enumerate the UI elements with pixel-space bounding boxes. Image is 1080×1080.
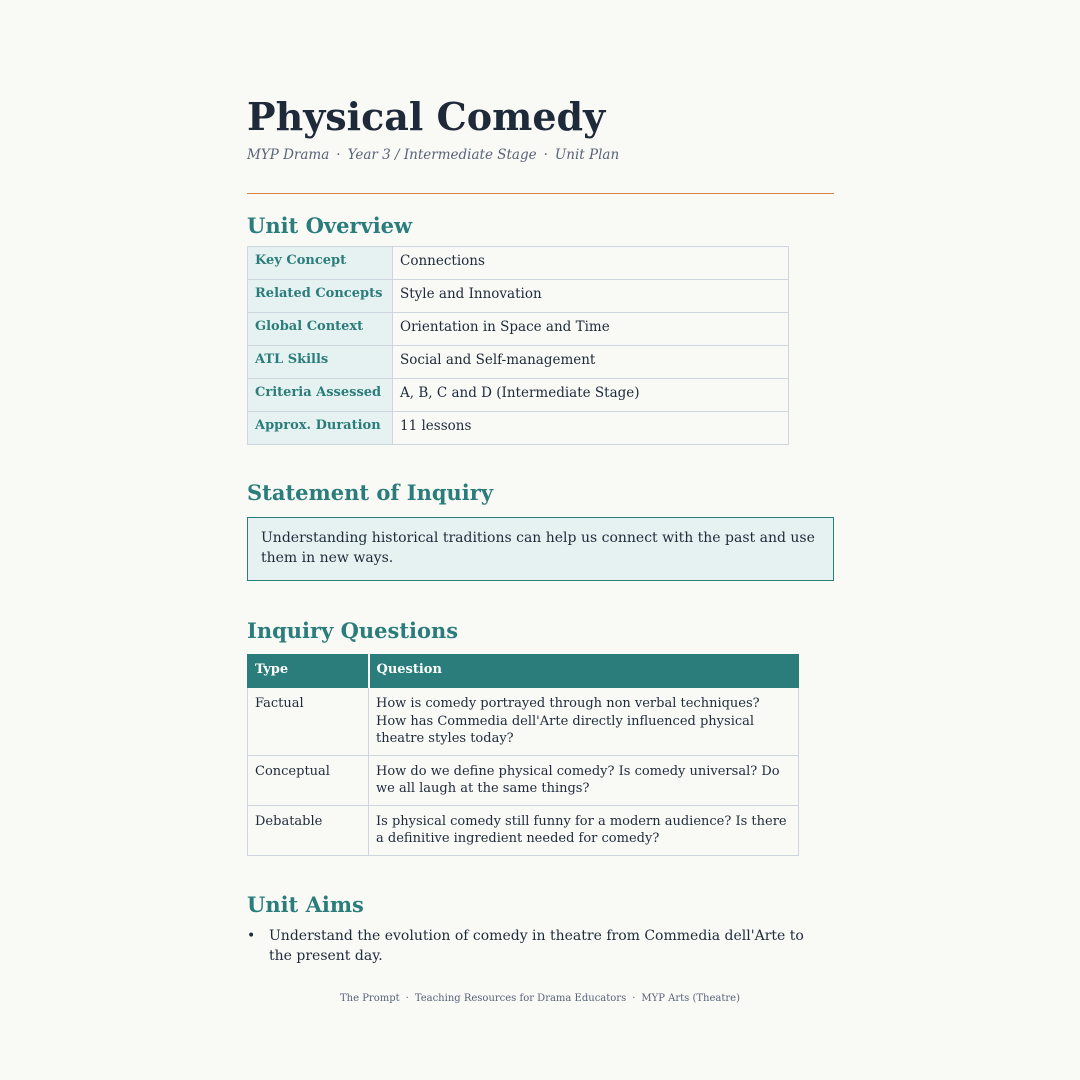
table-header-row [248, 655, 799, 688]
header-divider [247, 193, 834, 194]
table-row [248, 688, 799, 756]
overview-value: Style and Innovation [393, 280, 789, 313]
overview-value: 11 lessons [393, 412, 789, 445]
overview-key: Key Concept [248, 247, 393, 280]
table-row [248, 379, 789, 412]
question-type: Conceptual [248, 755, 369, 805]
footer-tagline: Teaching Resources for Drama Educators [414, 993, 627, 1004]
unit-overview-heading: Unit Overview [247, 213, 413, 238]
question-type: Factual [248, 688, 369, 756]
subtitle-separator: · [543, 147, 548, 163]
table-row [248, 346, 789, 379]
overview-key: Global Context [248, 313, 393, 346]
table-row [248, 313, 789, 346]
subtitle-subject: MYP Drama [247, 147, 330, 163]
unit-aims-list [247, 926, 834, 966]
unit-plan-document [247, 96, 834, 966]
bullet-icon: • [247, 927, 256, 944]
statement-of-inquiry-box: Understanding historical traditions can help us connect with the past and use them in new ways. [247, 517, 834, 581]
page-title: Physical Comedy [247, 94, 606, 139]
page-subtitle [247, 146, 834, 164]
table-row [248, 280, 789, 313]
list-item [247, 926, 809, 966]
table-row [248, 755, 799, 805]
overview-key: ATL Skills [248, 346, 393, 379]
inquiry-questions-heading: Inquiry Questions [247, 618, 459, 643]
overview-key: Approx. Duration [248, 412, 393, 445]
table-row [248, 805, 799, 855]
overview-value: Orientation in Space and Time [393, 313, 789, 346]
statement-of-inquiry-heading: Statement of Inquiry [247, 480, 494, 505]
footer-separator: · [632, 993, 636, 1004]
overview-key: Criteria Assessed [248, 379, 393, 412]
question-type: Debatable [248, 805, 369, 855]
subtitle-year: Year 3 / Intermediate Stage [347, 147, 537, 163]
column-header-question: Question [369, 655, 799, 688]
inquiry-questions-table [247, 654, 799, 856]
unit-aims-heading: Unit Aims [247, 891, 364, 917]
page-footer [0, 993, 1080, 1004]
footer-subject: MYP Arts (Theatre) [641, 993, 740, 1004]
table-row [248, 412, 789, 445]
overview-key: Related Concepts [248, 280, 393, 313]
question-text: How is comedy portrayed through non verbal techniques? How has Commedia dell'Arte directly influenced physical theatre styles today? [369, 688, 799, 756]
aim-text: Understand the evolution of comedy in theatre from Commedia dell'Arte to the present day. [269, 927, 804, 964]
unit-overview-table [247, 246, 789, 445]
overview-value: A, B, C and D (Intermediate Stage) [393, 379, 789, 412]
overview-value: Social and Self-management [393, 346, 789, 379]
footer-brand: The Prompt [339, 993, 400, 1004]
question-text: How do we define physical comedy? Is comedy universal? Do we all laugh at the same things? [369, 755, 799, 805]
column-header-type: Type [248, 655, 369, 688]
subtitle-doc-type: Unit Plan [554, 147, 620, 163]
footer-separator: · [405, 993, 409, 1004]
table-row [248, 247, 789, 280]
overview-value: Connections [393, 247, 789, 280]
question-text: Is physical comedy still funny for a modern audience? Is there a definitive ingredient needed for comedy? [369, 805, 799, 855]
subtitle-separator: · [336, 147, 341, 163]
